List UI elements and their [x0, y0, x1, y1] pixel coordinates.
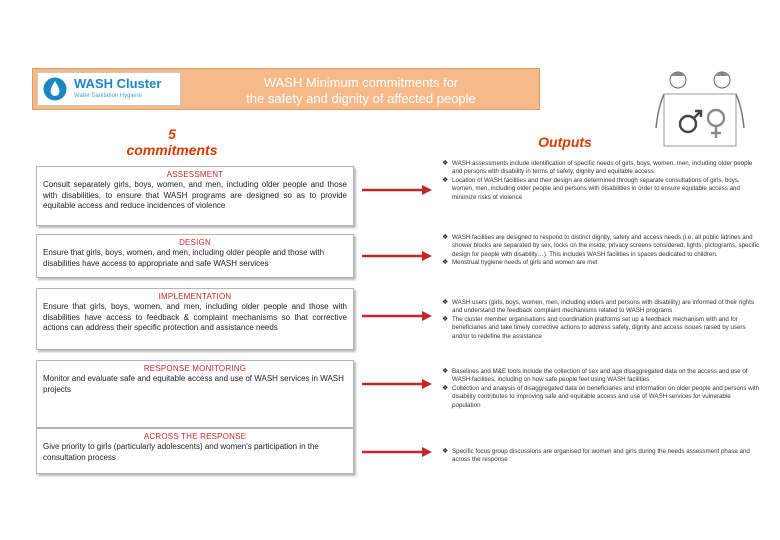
output-item: ❖ Specific focus group discussions are organised for women and girls during the needs assessment phase and across the response — [442, 448, 750, 464]
commitments-heading-number: 5 — [168, 126, 176, 142]
diamond-bullet-icon: ❖ — [442, 259, 449, 267]
commitment-title: DESIGN — [179, 238, 211, 247]
arrow-right-icon — [362, 311, 432, 321]
commitment-title: ASSESSMENT — [166, 170, 224, 179]
commitments-heading-label: commitments — [126, 142, 218, 158]
logo-subtitle: Water Sanitation Hygiene — [74, 93, 142, 99]
output-item: ❖ The cluster member organisations and coordination platforms set up a feedback mechanism with and for beneficiaries and take timely corrective actions to address safety, dignity and access issues raised by users and/or to redefine the assistance — [442, 316, 746, 340]
arrow-right-icon — [362, 185, 432, 195]
title-banner — [32, 68, 540, 110]
diamond-bullet-icon: ❖ — [442, 448, 449, 455]
water-drop-icon — [42, 77, 68, 101]
diamond-bullet-icon: ❖ — [442, 234, 449, 241]
arrow-right-icon — [362, 251, 432, 261]
commitment-design — [36, 234, 354, 278]
outputs-assessment — [442, 160, 760, 202]
commitment-text: Monitor and evaluate safe and equitable access and use of WASH services in WASH projects — [43, 374, 344, 394]
outputs-response-monitoring — [442, 368, 760, 410]
output-item: ❖ WASH assessments include identification of specific needs of girls, boys, women, men, including older people and persons with disability in terms of safety, dignity and equitable access — [442, 160, 753, 176]
page-title-line-2: the safety and dignity of affected people — [246, 91, 476, 106]
arrow-right-icon — [362, 379, 432, 389]
arrow-right-icon — [362, 447, 432, 457]
page-title-line-1: WASH Minimum commitments for — [263, 75, 459, 90]
commitment-text: Ensure that girls, boys, women, and men, including older people and those with disabilities have access to appropriate and safe WASH services — [43, 248, 325, 268]
output-item: ❖ WASH facilities are designed to respond to distinct dignity, safety and access needs (i.e. all public latrines and shower blocks are separated by sex, locks on the inside, privacy screens considered, lights, pictograms, specific design for people with disability…). This includes WASH facilities in spaces dedicated to children. — [442, 234, 760, 258]
commitment-text: Ensure that girls, boys, women, and men, including older people and those with disabilities have access to feedback & complaint mechanisms so that corrective actions can address their specific protection and assistance needs — [43, 302, 347, 332]
commitment-text: Give priority to girls (particularly adolescents) and women's participation in the consultation process — [43, 442, 319, 462]
gender-symbols-illustration-icon — [650, 68, 750, 152]
outputs-design — [442, 234, 760, 268]
commitment-text: Consult separately girls, boys, women, and men, including older people and those with disabilities, to ensure that WASH programs are designed so as to provide equitable access and reduce incidences of violence — [43, 180, 347, 210]
output-item: ❖ Location of WASH facilities and their design are determined through separate consultations of girls, boys, women, men, including older people and persons with disabilities in order to ensure equitable access and minimize risks of violence — [442, 177, 740, 201]
page-title — [183, 75, 539, 107]
commitment-response-monitoring — [36, 360, 354, 428]
output-item: ❖ Baselines and M&E tools include the collection of sex and age disaggregated data on the access and use of WASH facilities, including on how safe people feel using WASH facilities — [442, 368, 748, 384]
wash-cluster-logo — [37, 72, 181, 106]
logo-title: WASH Cluster — [74, 76, 162, 91]
commitment-implementation — [36, 288, 354, 350]
outputs-implementation — [442, 299, 760, 341]
commitment-assessment — [36, 166, 354, 226]
outputs-across-the-response — [442, 448, 760, 465]
diamond-bullet-icon: ❖ — [442, 177, 449, 185]
output-item: ❖ Collection and analysis of disaggregated data on beneficiaries and information on older people and persons with disability contributes to improving safe and equitable access and use of WASH services for vulnerable population — [442, 385, 760, 409]
commitment-title: RESPONSE MONITORING — [143, 364, 247, 373]
commitment-title: ACROSS THE RESPONSE — [143, 432, 247, 441]
commitment-across-the-response — [36, 428, 354, 474]
diamond-bullet-icon: ❖ — [442, 160, 449, 167]
commitment-title: IMPLEMENTATION — [158, 292, 232, 301]
output-item: ❖ WASH users (girls, boys, women, men, including elders and persons with disability) are informed of their rights and understand the feedback complaint mechanisms related to WASH programs — [442, 299, 755, 315]
diamond-bullet-icon: ❖ — [442, 368, 449, 375]
output-item: ❖ Menstrual hygiene needs of girls and women are met — [442, 259, 598, 267]
diamond-bullet-icon: ❖ — [442, 385, 449, 393]
commitments-heading — [110, 126, 234, 158]
diamond-bullet-icon: ❖ — [442, 316, 449, 324]
outputs-heading: Outputs — [538, 134, 592, 150]
diamond-bullet-icon: ❖ — [442, 299, 449, 306]
